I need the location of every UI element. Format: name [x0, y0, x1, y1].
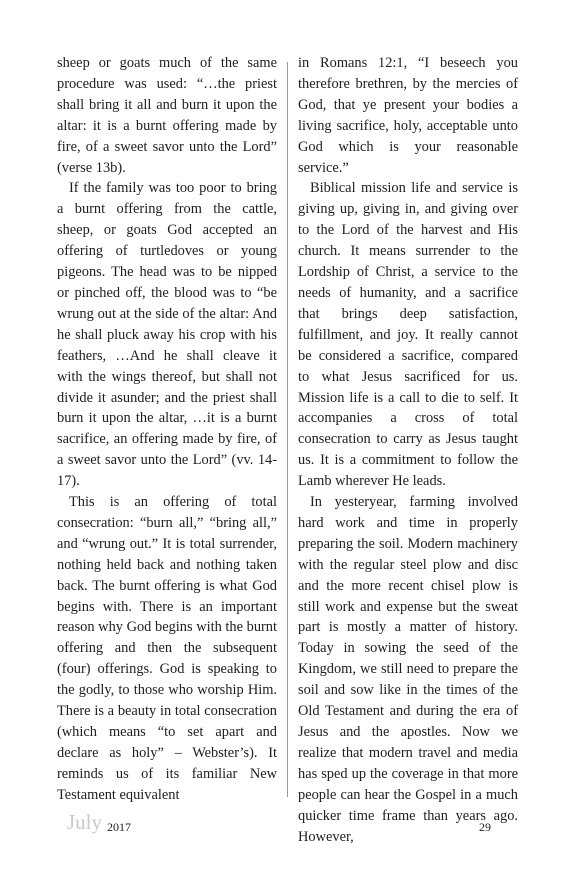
paragraph: in Romans 12:1, “I beseech you therefore brethren, by the mercies of God, that ye present your bodies a living sacrifice, holy, acceptable unto God which is your reasonable service.”: [298, 55, 518, 176]
page-number: 29: [479, 820, 491, 834]
footer-month: July: [67, 810, 103, 834]
paragraph: Biblical mission life and service is giving up, giving in, and giving over to the Lord of the harvest and His church. It means surrender to the Lordship of Christ, a service to the needs of humanity, and a sacrifice that brings deep satisfaction, fulfillment, and joy. It really cannot be considered a sacrifice, compared to what Jesus sacrificed for us. Mission life is a call to die to self. It accompanies a cross of total consecration to carry as Jesus taught us. It is a commitment to follow the Lamb wherever He leads.: [298, 180, 518, 490]
right-column: [298, 53, 518, 847]
paragraph: In yesteryear, farming involved hard work and time in properly preparing the soil. Modern machinery with the regular steel plow and disc and the more recent chisel plow is still work and expense but the sweat part is mostly a matter of history. Today in sowing the seed of the Kingdom, we still need to prepare the soil and sow like in the times of the Old Testament and during the era of Jesus and the apostles. Now we realize that modern travel and media has sped up the coverage in that more people can hear the Gospel in a much quicker time frame than years ago. However,: [298, 494, 518, 845]
paragraph: This is an offering of total consecration: “burn all,” “bring all,” and “wrung out.” It is total surrender, nothing held back and nothing taken back. The burnt offering is what God begins with. There is an important reason why God begins with the burnt offering and then the subsequent (four) offerings. God is speaking to the godly, to those who worship Him. There is a beauty in total consecration (which means “to set apart and declare as holy” – Webster’s). It reminds us of its familiar New Testament equivalent: [57, 494, 277, 803]
footer-year: 2017: [107, 820, 131, 834]
paragraph: If the family was too poor to bring a burnt offering from the cattle, sheep, or goats God accepted an offering of turtledoves or young pigeons. The head was to be nipped or pinched off, the blood was to “be wrung out at the side of the altar: And he shall pluck away his crop with his feathers, …And he shall cleave it with the wings thereof, but shall not divide it asunder; and the priest shall burn it upon the altar, …it is a burnt sacrifice, an offering made by fire, of a sweet savor unto the Lord” (vv. 14-17).: [57, 180, 277, 490]
paragraph: sheep or goats much of the same procedure was used: “…the priest shall bring it all and burn it upon the altar: it is a burnt offering made by fire, of a sweet savor unto the Lord” (verse 13b).: [57, 55, 277, 176]
column-divider: [287, 62, 288, 797]
left-column: [57, 53, 277, 806]
